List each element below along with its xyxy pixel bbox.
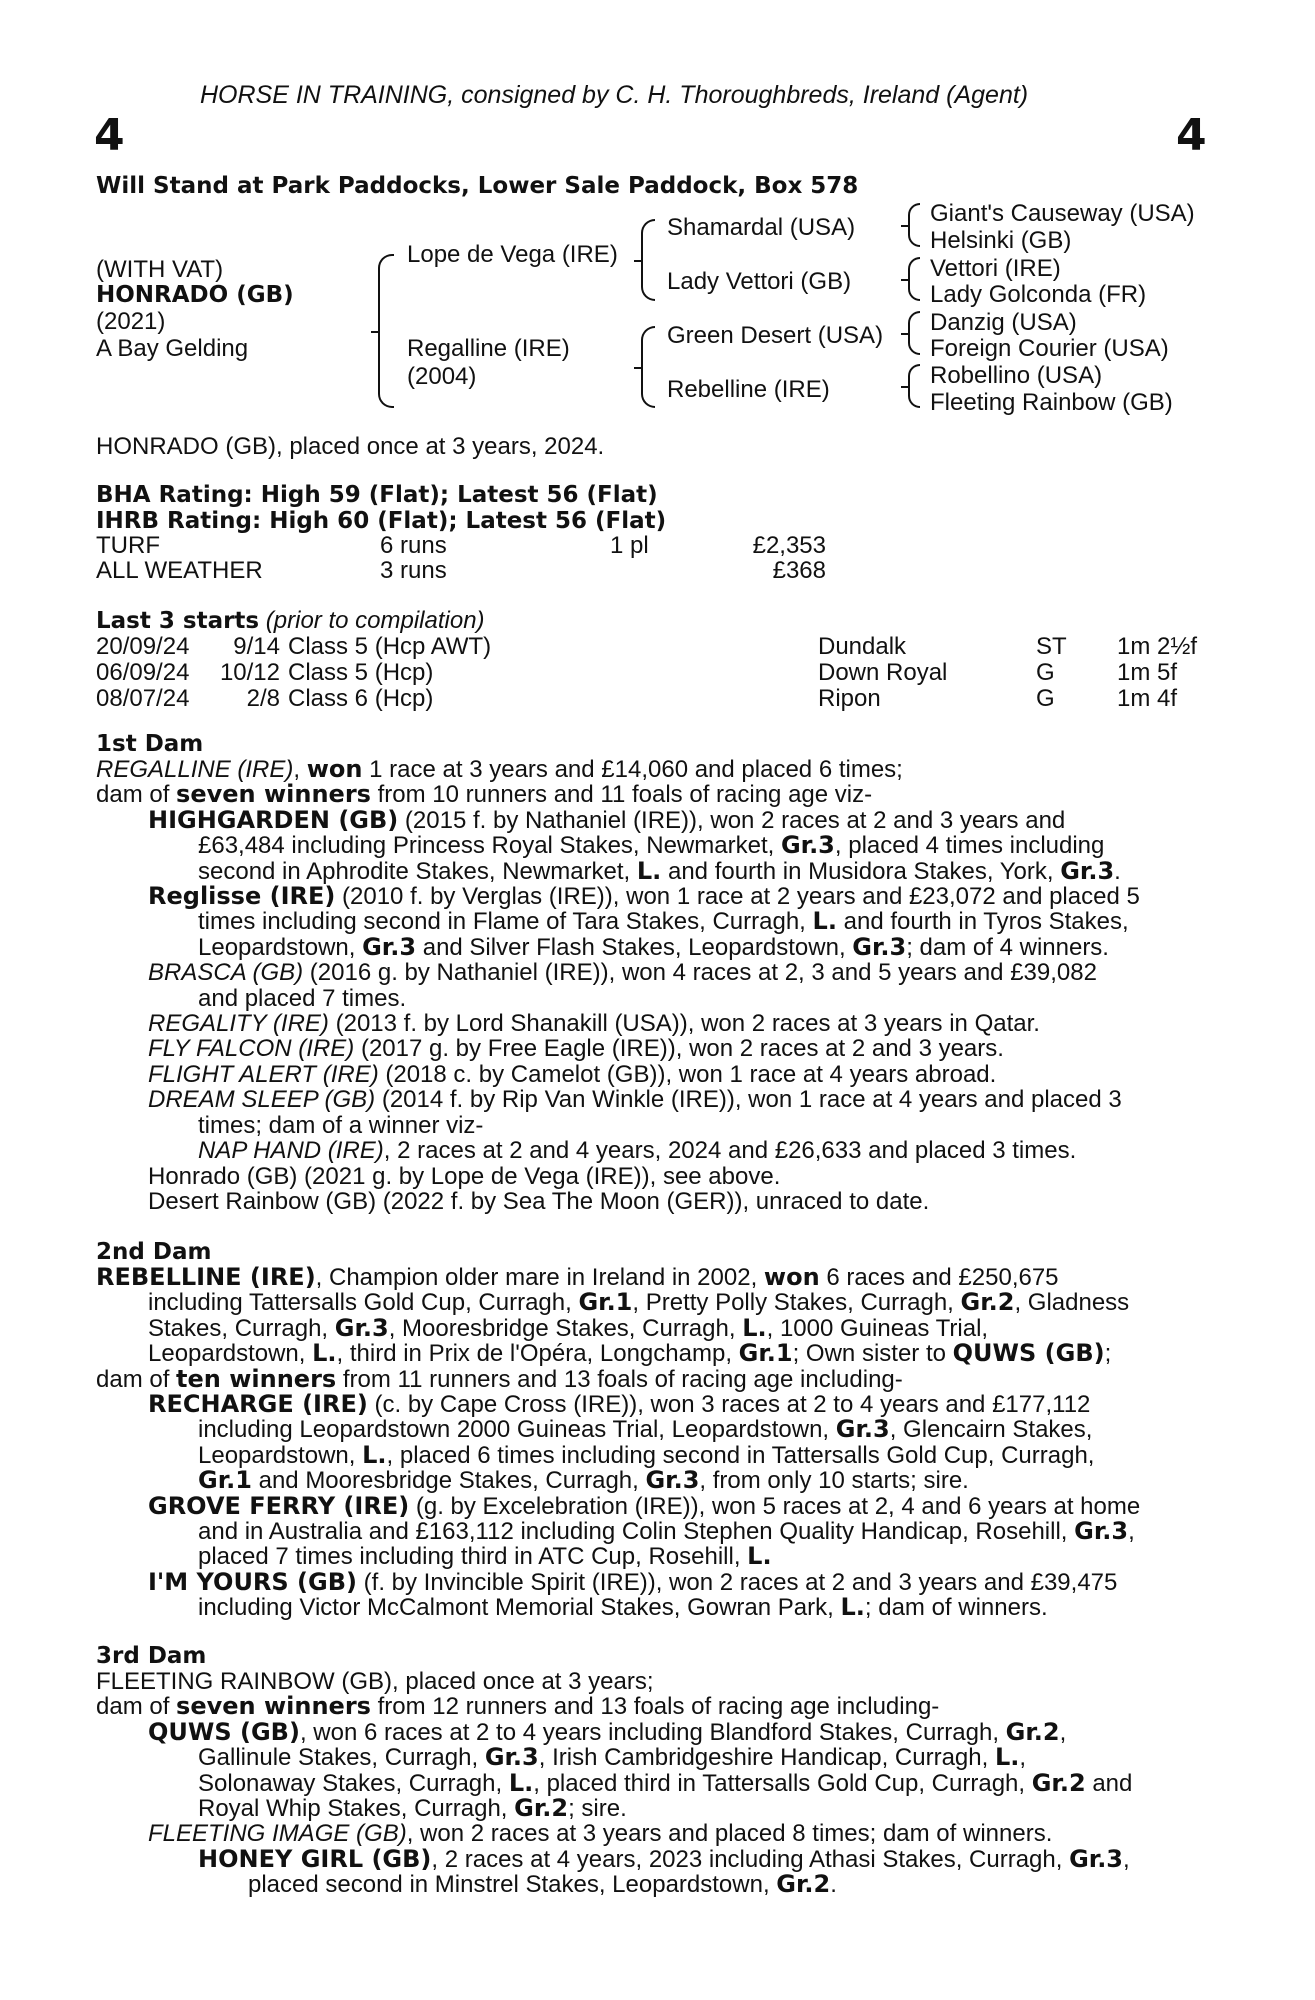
produce-text: (2013 f. by Lord Shanakill (USA)), won 2 races at 3 years in Qatar. bbox=[328, 1010, 1040, 1038]
produce-name: QUWS (GB) bbox=[148, 1717, 300, 1746]
grade-label: Gr.3 bbox=[852, 932, 907, 961]
pedigree-sss: Giant's Causeway (USA) bbox=[930, 200, 1195, 227]
horse-name: HONRADO (GB) bbox=[96, 282, 294, 308]
listed-label: L. bbox=[994, 1743, 1020, 1772]
produce-list bbox=[96, 1392, 1206, 1621]
surface-earnings: £2,353 bbox=[752, 532, 826, 559]
listed-label: L. bbox=[508, 1768, 534, 1797]
produce-line bbox=[148, 856, 1206, 885]
pedigree-brace-sd bbox=[908, 257, 920, 301]
produce-text: placed 7 times including third in ATC Cup, Rosehill, bbox=[198, 1543, 748, 1571]
produce-text: Royal Whip Stakes, Curragh, bbox=[198, 1795, 515, 1823]
produce-name: REGALITY (IRE) bbox=[148, 1010, 329, 1038]
produce-text: , 2 races at 4 years, 2023 including Athasi Stakes, Curragh, bbox=[431, 1845, 1070, 1873]
grade-label: Gr.3 bbox=[780, 831, 835, 860]
ihrb-rating: IHRB Rating: High 60 (Flat); Latest 56 (Flat) bbox=[96, 508, 667, 534]
race-summary: HONRADO (GB), placed once at 3 years, 2024. bbox=[96, 433, 605, 460]
dam-line bbox=[96, 1694, 1206, 1719]
first-dam-line bbox=[96, 757, 1206, 782]
produce-line bbox=[148, 1087, 1206, 1112]
listed-label: L. bbox=[636, 856, 662, 885]
start-race: Class 5 (Hcp AWT) bbox=[288, 633, 492, 660]
last-starts-heading bbox=[96, 608, 485, 634]
lot-number-right: 4 bbox=[1176, 110, 1207, 161]
start-going: G bbox=[1036, 685, 1055, 712]
start-going: G bbox=[1036, 659, 1055, 686]
dam-text: , third in Prix de l'Opéra, Longchamp, bbox=[336, 1340, 739, 1368]
start-course: Down Royal bbox=[818, 659, 948, 686]
dam-name: REBELLINE (IRE) bbox=[96, 1263, 316, 1291]
pedigree-brace-sire bbox=[641, 219, 655, 301]
grade-label: Gr.3 bbox=[1069, 1844, 1124, 1873]
listed-label: L. bbox=[812, 907, 837, 936]
start-course: Dundalk bbox=[818, 633, 907, 660]
produce-line bbox=[148, 1544, 1206, 1569]
produce-line bbox=[148, 932, 1206, 961]
start-row bbox=[96, 634, 1206, 660]
pedigree-dam-dam: Rebelline (IRE) bbox=[667, 376, 830, 403]
bha-rating: BHA Rating: High 59 (Flat); Latest 56 (Flat) bbox=[96, 482, 658, 508]
dam-line bbox=[96, 1364, 1206, 1393]
produce-text: and in Australia and £163,112 including Colin Stephen Quality Handicap, Rosehill, bbox=[198, 1518, 1075, 1546]
pedigree-brace-dd bbox=[908, 364, 920, 408]
produce-line bbox=[148, 1745, 1206, 1770]
start-race: Class 5 (Hcp) bbox=[288, 659, 434, 686]
grade-label: Gr.2 bbox=[514, 1794, 569, 1823]
produce-text: £63,484 including Princess Royal Stakes, Newmarket, bbox=[198, 832, 781, 860]
produce-text: Solonaway Stakes, Curragh, bbox=[198, 1769, 509, 1797]
produce-line bbox=[148, 1417, 1206, 1442]
surface-name: ALL WEATHER bbox=[96, 557, 263, 584]
start-race: Class 6 (Hcp) bbox=[288, 685, 434, 712]
listed-label: L. bbox=[312, 1339, 337, 1368]
produce-line bbox=[148, 1595, 1206, 1620]
dam-text: dam of bbox=[96, 1693, 177, 1721]
produce-name: I'M YOURS (GB) bbox=[148, 1567, 357, 1596]
second-dam-heading: 2nd Dam bbox=[96, 1239, 212, 1265]
produce-text: , bbox=[1019, 1744, 1027, 1772]
last-starts-title: Last 3 starts bbox=[96, 608, 260, 634]
produce-line bbox=[148, 1491, 1206, 1520]
first-dam-section bbox=[96, 757, 1206, 1214]
dam-text: , Mooresbridge Stakes, Curragh, bbox=[388, 1314, 743, 1342]
third-dam-heading: 3rd Dam bbox=[96, 1643, 207, 1669]
produce-text: Leopardstown, bbox=[198, 933, 363, 961]
produce-text: ; sire. bbox=[568, 1795, 627, 1823]
grade-label: Gr.2 bbox=[960, 1288, 1015, 1317]
dam-text: , Gladness bbox=[1014, 1289, 1130, 1317]
pedigree-sds: Vettori (IRE) bbox=[930, 255, 1061, 282]
pedigree-dam: Regalline (IRE) bbox=[407, 335, 570, 362]
produce-list bbox=[96, 1717, 1206, 1899]
produce-text: , from only 10 starts; sire. bbox=[699, 1467, 969, 1495]
pedigree-sdd: Lady Golconda (FR) bbox=[930, 281, 1147, 308]
grade-label: Gr.1 bbox=[578, 1288, 633, 1317]
consignment-line: HORSE IN TRAINING, consigned by C. H. Thoroughbreds, Ireland (Agent) bbox=[200, 81, 1029, 109]
surface-earnings: £368 bbox=[772, 557, 826, 584]
last-starts-note: (prior to compilation) bbox=[265, 607, 485, 634]
produce-line bbox=[148, 1036, 1206, 1061]
produce-text: and fourth in Tyros Stakes, bbox=[836, 908, 1129, 936]
stand-location: Will Stand at Park Paddocks, Lower Sale Paddock, Box 578 bbox=[96, 173, 859, 199]
produce-name: FLIGHT ALERT (IRE) bbox=[148, 1060, 379, 1088]
grade-label: Gr.2 bbox=[1031, 1768, 1086, 1797]
produce-line bbox=[148, 1796, 1206, 1821]
produce-text: (g. by Excelebration (IRE)), won 5 races at 2, 4 and 6 years at home bbox=[409, 1492, 1141, 1520]
horse-description: A Bay Gelding bbox=[96, 335, 249, 362]
produce-text: including Victor McCalmont Memorial Stakes, Gowran Park, bbox=[198, 1594, 841, 1622]
produce-text: (2014 f. by Rip Van Winkle (IRE)), won 1 race at 4 years and placed 3 bbox=[375, 1086, 1122, 1114]
listed-label: L. bbox=[742, 1313, 767, 1342]
produce-name: BRASCA (GB) bbox=[148, 959, 304, 987]
grade-label: Gr.3 bbox=[835, 1415, 890, 1444]
dam-text: ; bbox=[1104, 1340, 1112, 1368]
produce-line: and placed 7 times. bbox=[198, 984, 407, 1012]
pedigree-dam-year: (2004) bbox=[407, 363, 477, 390]
surface-runs: 3 runs bbox=[380, 557, 447, 584]
produce-text: placed second in Minstrel Stakes, Leopardstown, bbox=[248, 1871, 777, 1899]
first-dam-text: , bbox=[293, 756, 307, 783]
produce-name: HIGHGARDEN (GB) bbox=[148, 805, 399, 834]
produce-line bbox=[148, 1392, 1206, 1417]
produce-text: , bbox=[1059, 1718, 1067, 1746]
first-dam-text: dam of bbox=[96, 781, 177, 809]
produce-text: , bbox=[1128, 1518, 1135, 1546]
first-dam-text: from 10 runners and 11 foals of racing age viz- bbox=[370, 781, 873, 809]
listed-label: L. bbox=[840, 1593, 865, 1622]
second-dam-section bbox=[96, 1265, 1206, 1621]
pedigree-dds: Robellino (USA) bbox=[930, 362, 1103, 389]
pedigree-dam-sire: Green Desert (USA) bbox=[667, 322, 884, 349]
grade-label: Gr.3 bbox=[1074, 1517, 1129, 1546]
dam-text: including Tattersalls Gold Cup, Curragh, bbox=[148, 1289, 579, 1317]
horse-year: (2021) bbox=[96, 308, 166, 335]
produce-line bbox=[148, 960, 1206, 985]
won-label: won bbox=[306, 755, 363, 783]
start-position: 10/12 bbox=[219, 659, 280, 686]
produce-text: , 2 races at 2 and 4 years, 2024 and £26,633 and placed 3 times. bbox=[383, 1137, 1077, 1165]
pedigree-brace-dam bbox=[641, 326, 655, 408]
grade-label: Gr.3 bbox=[484, 1743, 539, 1772]
first-dam-text: 1 race at 3 years and £14,060 and placed 6 times; bbox=[362, 756, 903, 783]
pedigree-ddd: Fleeting Rainbow (GB) bbox=[930, 389, 1173, 416]
dam-text: Stakes, Curragh, bbox=[148, 1314, 335, 1342]
produce-text: Leopardstown, bbox=[198, 1441, 363, 1469]
produce-line bbox=[148, 1872, 1206, 1897]
produce-text: and Mooresbridge Stakes, Curragh, bbox=[251, 1467, 646, 1495]
produce-name: Reglisse (IRE) bbox=[148, 882, 336, 911]
pedigree-ssd: Helsinki (GB) bbox=[930, 227, 1072, 254]
grade-label: Gr.2 bbox=[776, 1870, 831, 1899]
surface-runs: 6 runs bbox=[380, 532, 447, 559]
dam-text: , Pretty Polly Stakes, Curragh, bbox=[632, 1289, 961, 1317]
dam-text: , Champion older mare in Ireland in 2002, bbox=[315, 1264, 764, 1291]
dam-text: dam of bbox=[96, 1365, 177, 1393]
produce-text: . bbox=[830, 1871, 837, 1899]
produce-line bbox=[148, 1768, 1206, 1797]
produce-text: , Irish Cambridgeshire Handicap, Curragh, bbox=[538, 1744, 995, 1772]
winners-count: ten winners bbox=[176, 1364, 337, 1393]
produce-line bbox=[148, 909, 1206, 934]
pedigree-sire-sire: Shamardal (USA) bbox=[667, 214, 856, 241]
won-label: won bbox=[763, 1263, 820, 1291]
produce-name: FLEETING IMAGE (GB) bbox=[148, 1820, 407, 1848]
grade-label: Gr.3 bbox=[1060, 856, 1115, 885]
produce-line: Desert Rainbow (GB) (2022 f. by Sea The Moon (GER)), unraced to date. bbox=[148, 1187, 930, 1215]
first-dam-line bbox=[96, 782, 1206, 807]
produce-line bbox=[148, 1440, 1206, 1469]
pedigree-sire: Lope de Vega (IRE) bbox=[407, 241, 618, 268]
produce-text: (2015 f. by Nathaniel (IRE)), won 2 races at 2 and 3 years and bbox=[398, 806, 1066, 834]
produce-text: . bbox=[1114, 857, 1121, 885]
produce-text: times including second in Flame of Tara Stakes, Curragh, bbox=[198, 908, 813, 936]
grade-label: Gr.3 bbox=[334, 1313, 389, 1342]
produce-text: , Glencairn Stakes, bbox=[889, 1416, 1093, 1444]
produce-text: (2017 g. by Free Eagle (IRE)), won 2 races at 2 and 3 years. bbox=[354, 1035, 1004, 1063]
start-date: 08/07/24 bbox=[96, 685, 190, 712]
produce-text: (2018 c. by Camelot (GB)), won 1 race at 4 years abroad. bbox=[378, 1060, 997, 1088]
produce-line bbox=[148, 1821, 1206, 1846]
pedigree-dsd: Foreign Courier (USA) bbox=[930, 335, 1169, 362]
pedigree-brace-ds bbox=[908, 311, 920, 355]
dam-text: from 11 runners and 13 foals of racing age including- bbox=[336, 1365, 903, 1393]
dam-line: FLEETING RAINBOW (GB), placed once at 3 years; bbox=[96, 1668, 654, 1695]
produce-line: times; dam of a winner viz- bbox=[198, 1111, 484, 1139]
produce-text: (2010 f. by Verglas (IRE)), won 1 race at 2 years and £23,072 and placed 5 bbox=[335, 883, 1140, 911]
start-date: 20/09/24 bbox=[96, 633, 190, 660]
start-position: 2/8 bbox=[246, 685, 280, 712]
produce-text: Gallinule Stakes, Curragh, bbox=[198, 1744, 485, 1772]
grade-label: Gr.1 bbox=[198, 1466, 252, 1495]
produce-line bbox=[148, 1062, 1206, 1087]
grade-label: Gr.3 bbox=[645, 1466, 700, 1495]
produce-text: , placed 6 times including second in Tattersalls Gold Cup, Curragh, bbox=[386, 1441, 1095, 1469]
produce-text: (f. by Invincible Spirit (IRE)), won 2 races at 2 and 3 years and £39,475 bbox=[356, 1568, 1118, 1596]
produce-text: ; dam of winners. bbox=[864, 1594, 1048, 1622]
produce-text: and bbox=[1085, 1769, 1133, 1797]
produce-text: (2016 g. by Nathaniel (IRE)), won 4 races at 2, 3 and 5 years and £39,082 bbox=[303, 959, 1097, 987]
start-distance: 1m 5f bbox=[1117, 659, 1178, 686]
winners-count: seven winners bbox=[176, 1692, 371, 1721]
start-row bbox=[96, 660, 1206, 686]
dam-line bbox=[96, 1341, 1206, 1366]
surface-placed: 1 pl bbox=[610, 532, 649, 559]
produce-text: , placed third in Tattersalls Gold Cup, Curragh, bbox=[533, 1769, 1032, 1797]
produce-line bbox=[148, 833, 1206, 858]
produce-name: DREAM SLEEP (GB) bbox=[148, 1086, 376, 1114]
produce-text: and fourth in Musidora Stakes, York, bbox=[661, 857, 1061, 885]
pedigree-brace-ss bbox=[908, 203, 920, 247]
pedigree-brace-main bbox=[378, 254, 394, 408]
surface-name: TURF bbox=[96, 532, 160, 559]
produce-text: , placed 4 times including bbox=[834, 832, 1105, 860]
dam-text: , 1000 Guineas Trial, bbox=[766, 1314, 989, 1342]
produce-text: ; dam of 4 winners. bbox=[906, 933, 1109, 961]
produce-line bbox=[148, 805, 1206, 834]
produce-line: Honrado (GB) (2021 g. by Lope de Vega (IRE)), see above. bbox=[148, 1162, 781, 1190]
dam-text: 6 races and £250,675 bbox=[819, 1264, 1059, 1291]
produce-text: including Leopardstown 2000 Guineas Trial, Leopardstown, bbox=[198, 1416, 836, 1444]
produce-line bbox=[148, 1138, 1206, 1163]
listed-label: L. bbox=[747, 1542, 772, 1571]
produce-name: NAP HAND (IRE) bbox=[198, 1137, 384, 1165]
produce-text: (c. by Cape Cross (IRE)), won 3 races at 2 to 4 years and £177,112 bbox=[367, 1391, 1091, 1419]
vat-label: (WITH VAT) bbox=[96, 256, 224, 283]
produce-line bbox=[148, 1844, 1206, 1873]
dam-text: ; Own sister to bbox=[792, 1340, 953, 1368]
start-distance: 1m 4f bbox=[1117, 685, 1178, 712]
grade-label: Gr.2 bbox=[1005, 1717, 1060, 1746]
start-going: ST bbox=[1036, 633, 1067, 660]
third-dam-section bbox=[96, 1669, 1206, 1898]
produce-text: , won 2 races at 3 years and placed 8 times; dam of winners. bbox=[406, 1820, 1053, 1848]
dam-text: Leopardstown, bbox=[148, 1340, 313, 1368]
produce-text: second in Aphrodite Stakes, Newmarket, bbox=[198, 857, 637, 885]
produce-text: , won 6 races at 2 to 4 years including Blandford Stakes, Curragh, bbox=[299, 1718, 1006, 1746]
grade-label: Gr.3 bbox=[362, 932, 417, 961]
produce-line bbox=[148, 1468, 1206, 1493]
sibling-name: QUWS (GB) bbox=[952, 1339, 1105, 1368]
dam-text: from 12 runners and 13 foals of racing age including- bbox=[370, 1693, 940, 1721]
start-date: 06/09/24 bbox=[96, 659, 190, 686]
produce-line bbox=[148, 1011, 1206, 1036]
produce-name: GROVE FERRY (IRE) bbox=[148, 1491, 410, 1520]
produce-text: and Silver Flash Stakes, Leopardstown, bbox=[416, 933, 853, 961]
dam-line bbox=[96, 1265, 1206, 1290]
pedigree-dss: Danzig (USA) bbox=[930, 309, 1077, 336]
produce-name: HONEY GIRL (GB) bbox=[198, 1844, 432, 1873]
produce-name: RECHARGE (IRE) bbox=[148, 1390, 368, 1419]
listed-label: L. bbox=[362, 1440, 387, 1469]
produce-line bbox=[148, 884, 1206, 909]
winners-count: seven winners bbox=[176, 780, 371, 809]
produce-line bbox=[148, 1519, 1206, 1544]
grade-label: Gr.1 bbox=[738, 1339, 793, 1368]
produce-list bbox=[96, 805, 1206, 1215]
produce-name: FLY FALCON (IRE) bbox=[148, 1035, 355, 1063]
dam-line bbox=[96, 1290, 1206, 1315]
produce-line bbox=[148, 1567, 1206, 1596]
pedigree-sire-dam: Lady Vettori (GB) bbox=[667, 268, 852, 295]
first-dam-name: REGALLINE (IRE) bbox=[96, 756, 294, 783]
surface-row bbox=[96, 533, 826, 559]
start-row bbox=[96, 686, 1206, 712]
start-course: Ripon bbox=[818, 685, 881, 712]
dam-line bbox=[96, 1313, 1206, 1342]
produce-text: , bbox=[1123, 1845, 1130, 1873]
lot-number-left: 4 bbox=[94, 110, 125, 161]
first-dam-heading: 1st Dam bbox=[96, 731, 204, 757]
produce-line bbox=[148, 1717, 1206, 1746]
surface-row bbox=[96, 558, 826, 584]
start-position: 9/14 bbox=[233, 633, 280, 660]
start-distance: 1m 2½f bbox=[1117, 633, 1198, 660]
